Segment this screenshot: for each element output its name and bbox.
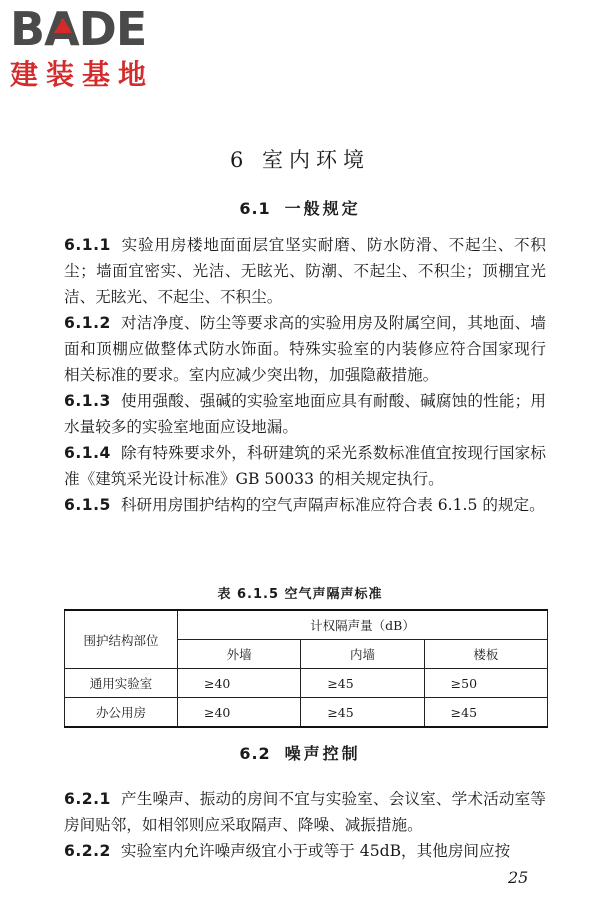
logo-letter-b: B	[10, 2, 45, 56]
logo-subtitle: 建装基地	[10, 58, 155, 91]
table-header-row	[65, 610, 548, 640]
clause-6-1-2	[64, 310, 546, 388]
clause-text: 对洁净度、防尘等要求高的实验用房及附属空间，其地面、墙面和顶棚应做整体式防水饰面。特殊实验室的内装修应符合国家现行相关标准的要求。室内应减少突出物，加强隐蔽措施。	[64, 314, 546, 384]
clause-6-2-1	[64, 786, 546, 838]
logo-wordmark	[10, 4, 180, 54]
clause-text: 实验室内允许噪声级宜小于或等于 45dB，其他房间应按	[120, 842, 511, 860]
logo-letter-a: A	[44, 2, 79, 56]
column-header: 楼板	[424, 640, 547, 669]
section-6-1-heading	[0, 196, 600, 219]
clause-text: 实验用房楼地面面层宜坚实耐磨、防水防滑、不起尘、不积尘；墙面宜密实、光洁、无眩光、防潮、不起尘、不积尘；顶棚宜光洁、无眩光、不起尘、不积尘。	[64, 236, 546, 306]
clause-text: 产生噪声、振动的房间不宜与实验室、会议室、学术活动室等房间贴邻，如相邻则应采取隔声、降噪、减振措施。	[64, 790, 546, 834]
column-header: 内墙	[301, 640, 424, 669]
clause-number: 6.1.1	[64, 236, 111, 254]
clause-6-1-5	[64, 492, 546, 518]
clause-6-1-1	[64, 232, 546, 310]
table-cell: ≥45	[301, 669, 424, 698]
section-title: 噪声控制	[284, 744, 361, 763]
section-title: 一般规定	[284, 199, 361, 218]
chapter-title: 6 室内环境	[229, 148, 371, 172]
clause-text: 使用强酸、强碱的实验室地面应具有耐酸、碱腐蚀的性能；用水量较多的实验室地面应设地漏。	[64, 392, 546, 436]
clause-number: 6.1.4	[64, 444, 111, 462]
table-row	[65, 698, 548, 728]
clause-text: 除有特殊要求外，科研建筑的采光系数标准值宜按现行国家标准《建筑采光设计标准》GB 50033 的相关规定执行。	[64, 444, 546, 488]
logo-accent-triangle-icon	[54, 18, 72, 33]
row-label: 办公用房	[65, 698, 178, 728]
table-cell: ≥40	[178, 698, 301, 728]
row-header-cell: 围护结构部位	[65, 610, 178, 669]
clause-6-1-4	[64, 440, 546, 492]
clause-text: 科研用房围护结构的空气声隔声标准应符合表 6.1.5 的规定。	[120, 496, 545, 514]
clause-6-2-2	[64, 838, 546, 864]
clause-number: 6.1.2	[64, 314, 111, 332]
logo-letters-de: DE	[78, 2, 147, 56]
clause-number: 6.2.1	[64, 790, 111, 808]
table-row	[65, 669, 548, 698]
table-caption: 表 6.1.5 空气声隔声标准	[217, 587, 383, 602]
page-number: 25	[508, 868, 529, 887]
bade-logo	[10, 4, 180, 92]
section-6-1-body	[64, 232, 546, 518]
sound-insulation-table	[64, 609, 548, 728]
section-6-2-body	[64, 786, 546, 864]
group-header-cell: 计权隔声量（dB）	[178, 610, 548, 640]
column-header: 外墙	[178, 640, 301, 669]
table-cell: ≥45	[301, 698, 424, 728]
table-cell: ≥40	[178, 669, 301, 698]
clause-6-1-3	[64, 388, 546, 440]
clause-number: 6.1.5	[64, 496, 111, 514]
clause-number: 6.2.2	[64, 842, 111, 860]
section-number: 6.2	[239, 744, 271, 763]
table-cell: ≥50	[424, 669, 547, 698]
table-cell: ≥45	[424, 698, 547, 728]
section-6-2-heading	[0, 741, 600, 764]
clause-number: 6.1.3	[64, 392, 111, 410]
row-label: 通用实验室	[65, 669, 178, 698]
section-number: 6.1	[239, 199, 271, 218]
